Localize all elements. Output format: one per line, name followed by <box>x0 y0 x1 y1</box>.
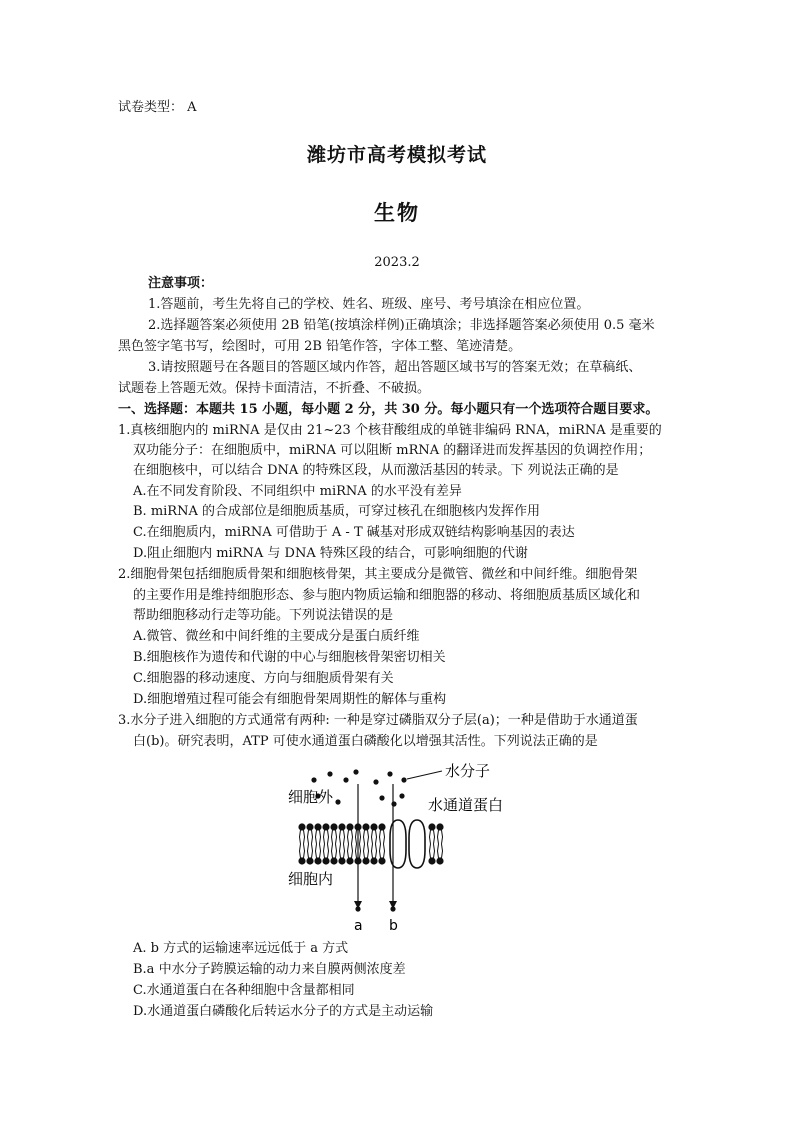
lipid-tail-inner <box>434 844 435 858</box>
channel-label: 水通道蛋白 <box>428 796 504 814</box>
lipid-head-inner <box>314 857 321 864</box>
lipid-tail-inner <box>352 844 353 858</box>
notice-line: 2.选择题答案必须使用 2B 铅笔(按填涂样例)正确填涂；非选择题答案必须使用 0.5 毫米 <box>148 318 655 333</box>
question-2-option-b: B.细胞核作为遗传和代谢的中心与细胞核骨架密切相关 <box>133 650 446 665</box>
lipid-tail-inner <box>336 844 337 858</box>
lipid-tail-inner <box>442 844 443 858</box>
water-molecule-inside-a <box>355 906 360 911</box>
lipid-head-inner <box>428 857 435 864</box>
water-label: 水分子 <box>445 762 491 780</box>
water-channel-protein <box>409 820 425 868</box>
lipid-tail-outer <box>340 830 341 844</box>
lipid-tail-inner <box>308 844 309 858</box>
question-3-line: 白(b)。研究表明，ATP 可使水通道蛋白磷酸化以增强其活性。下列说法正确的是 <box>133 734 598 749</box>
lipid-head-outer <box>298 823 305 830</box>
exam-title: 潍坊市高考模拟考试 <box>306 144 487 166</box>
lipid-tail-inner <box>360 844 361 858</box>
question-3-option-c: C.水通道蛋白在各种细胞中含量都相同 <box>133 983 355 998</box>
notice-line: 3.请按照题号在各题目的答题区域内作答，超出答题区域书写的答案无效；在草稿纸、 <box>148 360 642 375</box>
section-heading: 一、选择题：本题共 15 小题，每小题 2 分，共 30 分。每小题只有一个选项符合题目要求。 <box>118 402 659 417</box>
lipid-tail-inner <box>300 844 301 858</box>
membrane-transport-figure <box>280 758 530 936</box>
water-molecule-inside-b <box>390 906 395 911</box>
lipid-tail-inner <box>430 844 431 858</box>
lipid-head-inner <box>378 857 385 864</box>
lipid-tail-outer <box>324 830 325 844</box>
lipid-tail-inner <box>376 844 377 858</box>
path-a-label: a <box>354 918 363 934</box>
question-1-line: 1.真核细胞内的 miRNA 是仅由 21~23 个核苷酸组成的单链非编码 RNA，miRNA 是重要的 <box>118 423 662 438</box>
lipid-tail-outer <box>348 830 349 844</box>
question-1-line: 双功能分子：在细胞质中，miRNA 可以阻断 mRNA 的翻译进而发挥基因的负调控作用； <box>133 443 652 458</box>
lipid-head-inner <box>306 857 313 864</box>
question-3-option-b: B.a 中水分子跨膜运输的动力来自膜两侧浓度差 <box>133 962 406 977</box>
water-channel-protein <box>390 820 406 868</box>
lipid-head-outer <box>330 823 337 830</box>
lipid-tail-inner <box>368 844 369 858</box>
lipid-head-inner <box>362 857 369 864</box>
question-3-option-a: A. b 方式的运输速率远远低于 a 方式 <box>133 941 349 956</box>
notice-heading: 注意事项： <box>148 276 214 291</box>
question-2-line: 2.细胞骨架包括细胞质骨架和细胞核骨架，其主要成分是微管、微丝和中间纤维。细胞骨架 <box>118 567 638 582</box>
notice-line: 试题卷上答题无效。保持卡面清洁，不折叠、不破损。 <box>118 381 431 396</box>
question-2-option-d: D.细胞增殖过程可能会有细胞骨架周期性的解体与重构 <box>133 692 447 707</box>
outside-label: 细胞外 <box>288 788 334 806</box>
question-1-option-c: C.在细胞质内，miRNA 可借助于 A - T 碱基对形成双链结构影响基因的表达 <box>133 525 575 540</box>
lipid-head-inner <box>298 857 305 864</box>
lipid-tail-outer <box>380 830 381 844</box>
lipid-head-inner <box>330 857 337 864</box>
lipid-head-inner <box>436 857 443 864</box>
lipid-tail-inner <box>364 844 365 858</box>
paper-type: 试卷类型： A <box>118 100 197 115</box>
question-3-line: 3.水分子进入细胞的方式通常有两种: 一种是穿过磷脂双分子层(a)；一种是借助于水通道蛋 <box>118 713 638 728</box>
lipid-head-outer <box>306 823 313 830</box>
lipid-tail-inner <box>328 844 329 858</box>
lipid-tail-inner <box>304 844 305 858</box>
lipid-head-outer <box>338 823 345 830</box>
lipid-tail-inner <box>324 844 325 858</box>
lipid-tail-outer <box>300 830 301 844</box>
lipid-tail-outer <box>438 830 439 844</box>
lipid-head-outer <box>378 823 385 830</box>
lipid-tail-outer <box>308 830 309 844</box>
question-1-line: 在细胞核中，可以结合 DNA 的特殊区段，从而激活基因的转录。下 列说法正确的是 <box>133 463 619 478</box>
lipid-tail-outer <box>356 830 357 844</box>
lipid-tail-outer <box>364 830 365 844</box>
question-3-option-d: D.水通道蛋白磷酸化后转运水分子的方式是主动运输 <box>133 1004 434 1019</box>
inside-label: 细胞内 <box>288 870 334 888</box>
lipid-head-inner <box>346 857 353 864</box>
lipid-tail-outer <box>360 830 361 844</box>
notice-line: 1.答题前，考生先将自己的学校、姓名、班级、座号、考号填涂在相应位置。 <box>148 297 590 312</box>
lipid-tail-outer <box>328 830 329 844</box>
path-b-label: b <box>389 918 398 934</box>
lipid-tail-inner <box>320 844 321 858</box>
question-2-option-a: A.微管、微丝和中间纤维的主要成分是蛋白质纤维 <box>133 629 420 644</box>
lipid-tail-outer <box>442 830 443 844</box>
lipid-head-outer <box>314 823 321 830</box>
lipid-tail-outer <box>312 830 313 844</box>
lipid-head-outer <box>436 823 443 830</box>
lipid-tail-outer <box>384 830 385 844</box>
lipid-tail-inner <box>438 844 439 858</box>
lipid-tail-inner <box>348 844 349 858</box>
question-2-line: 帮助细胞移动行走等功能。下列说法错误的是 <box>133 608 394 623</box>
lipid-tail-inner <box>380 844 381 858</box>
lipid-tail-outer <box>336 830 337 844</box>
lipid-tail-outer <box>344 830 345 844</box>
lipid-tail-inner <box>316 844 317 858</box>
lipid-head-outer <box>346 823 353 830</box>
lipid-tail-outer <box>430 830 431 844</box>
lipid-tail-outer <box>320 830 321 844</box>
lipid-tail-outer <box>316 830 317 844</box>
lipid-tail-inner <box>344 844 345 858</box>
subject-title: 生物 <box>374 200 420 225</box>
lipid-tail-outer <box>332 830 333 844</box>
lipid-tail-outer <box>368 830 369 844</box>
lipid-tail-outer <box>376 830 377 844</box>
lipid-head-outer <box>322 823 329 830</box>
lipid-head-outer <box>362 823 369 830</box>
lipid-tail-inner <box>384 844 385 858</box>
lipid-tail-inner <box>356 844 357 858</box>
lipid-tail-outer <box>372 830 373 844</box>
lipid-head-inner <box>370 857 377 864</box>
lipid-tail-outer <box>304 830 305 844</box>
exam-date: 2023.2 <box>374 255 420 270</box>
lipid-tail-inner <box>372 844 373 858</box>
lipid-tail-outer <box>434 830 435 844</box>
water-label-leader <box>407 771 442 779</box>
notice-line: 黑色签字笔书写，绘图时，可用 2B 铅笔作答，字体工整、笔迹清楚。 <box>118 339 522 354</box>
question-1-option-b: B. miRNA 的合成部位是细胞质基质，可穿过核孔在细胞核内发挥作用 <box>133 504 540 519</box>
lipid-head-outer <box>428 823 435 830</box>
question-2-line: 的主要作用是维持细胞形态、参与胞内物质运输和细胞器的移动、将细胞质基质区域化和 <box>133 588 641 603</box>
lipid-head-inner <box>322 857 329 864</box>
lipid-tail-inner <box>312 844 313 858</box>
lipid-tail-outer <box>352 830 353 844</box>
lipid-tail-inner <box>332 844 333 858</box>
lipid-head-inner <box>338 857 345 864</box>
question-2-option-c: C.细胞器的移动速度、方向与细胞质骨架有关 <box>133 671 394 686</box>
lipid-tail-inner <box>340 844 341 858</box>
lipid-head-outer <box>370 823 377 830</box>
question-1-option-a: A.在不同发育阶段、不同组织中 miRNA 的水平没有差异 <box>133 484 462 499</box>
question-1-option-d: D.阻止细胞内 miRNA 与 DNA 特殊区段的结合，可影响细胞的代谢 <box>133 546 528 561</box>
